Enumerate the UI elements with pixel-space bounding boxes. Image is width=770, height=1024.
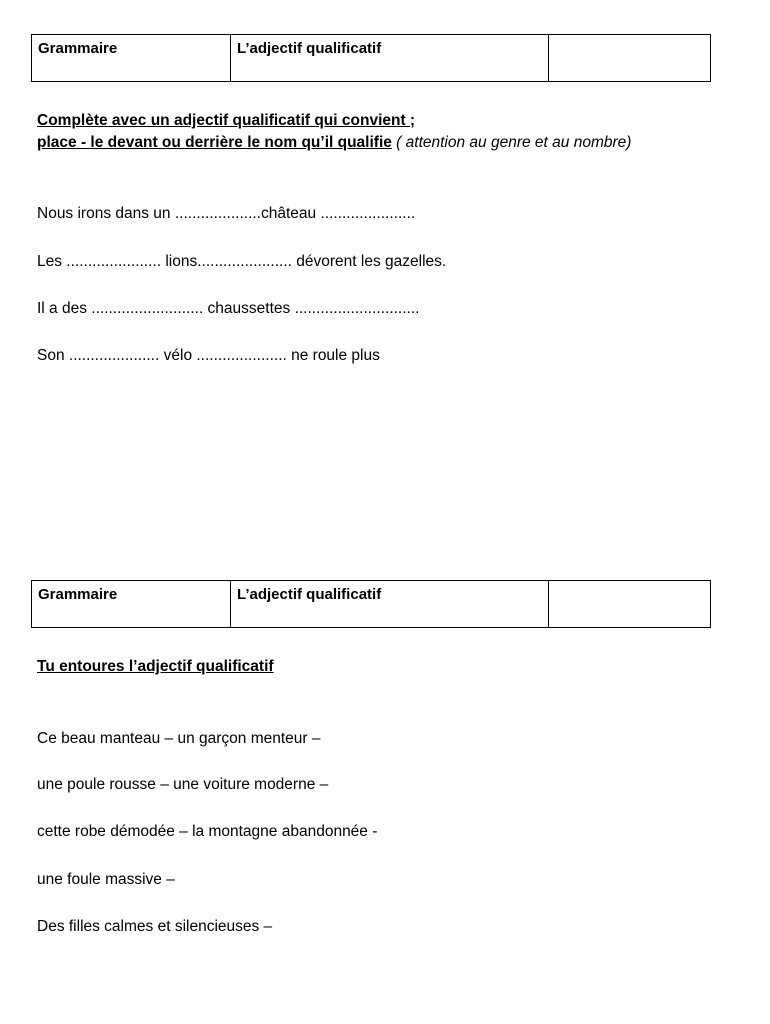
exercise-line: une foule massive –: [37, 871, 175, 888]
exercise-sentence: Il a des .......................... chaussettes .............................: [37, 300, 420, 317]
header-subject-cell: Grammaire: [32, 581, 231, 627]
header-subject-cell: Grammaire: [32, 35, 231, 81]
instruction-1-part1: Complète avec un adjectif qualificatif qui convient ;: [37, 112, 416, 129]
header-topic-cell: L’adjectif qualificatif: [231, 581, 549, 627]
instruction-1: [37, 110, 717, 154]
exercise-line: cette robe démodée – la montagne abandonnée -: [37, 823, 378, 840]
exercise-sentence: Les ...................... lions...................... dévorent les gazelles.: [37, 253, 447, 270]
instruction-1-part2: place - le devant ou derrière le nom qu’il qualifie: [37, 134, 392, 151]
exercise-line: Des filles calmes et silencieuses –: [37, 918, 273, 935]
exercise-sentence: Son ..................... vélo ..................... ne roule plus: [37, 347, 380, 364]
exercise-line: Ce beau manteau – un garçon menteur –: [37, 730, 321, 747]
instruction-2-text: Tu entoures l’adjectif qualificatif: [37, 658, 274, 675]
instruction-2: [37, 656, 717, 678]
header-table-2: [31, 580, 711, 628]
header-topic-cell: L’adjectif qualificatif: [231, 35, 549, 81]
header-table-1: [31, 34, 711, 82]
header-empty-cell: [549, 581, 710, 627]
header-empty-cell: [549, 35, 710, 81]
exercise-line: une poule rousse – une voiture moderne –: [37, 776, 329, 793]
instruction-1-note: ( attention au genre et au nombre): [391, 134, 632, 151]
exercise-sentence: Nous irons dans un ....................château ......................: [37, 205, 416, 222]
